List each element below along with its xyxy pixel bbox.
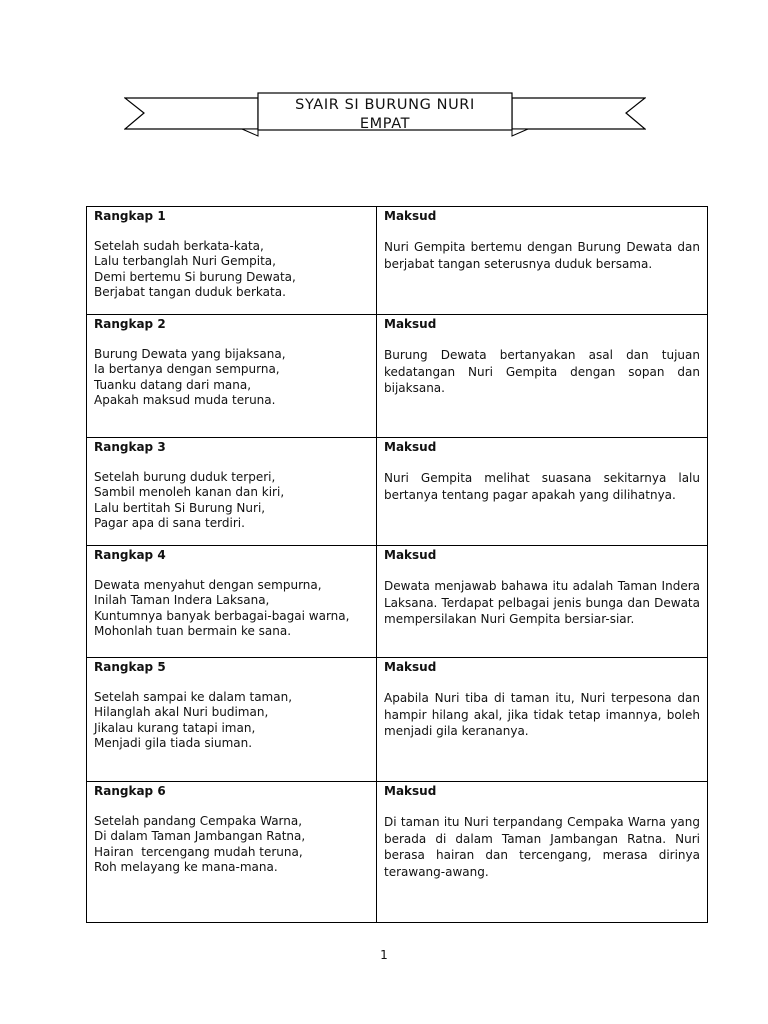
stanza-heading: Rangkap 3 (94, 440, 166, 454)
stanza-row-3 (87, 438, 708, 546)
maksud-text: Nuri Gempita bertemu dengan Burung Dewata dan berjabat tangan seterusnya duduk bersama. (384, 240, 700, 271)
title-line-1: SYAIR SI BURUNG NURI (295, 97, 475, 113)
verse-line: Setelah burung duduk terperi, (94, 470, 276, 484)
verse-cell (87, 546, 377, 658)
maksud-text: Apabila Nuri tiba di taman itu, Nuri terpesona dan hampir hilang akal, jika tidak tetap imannya, boleh menjadi gila kerananya. (384, 691, 700, 739)
verse-cell (87, 438, 377, 546)
maksud-heading: Maksud (384, 317, 437, 331)
verse-line: Sambil menoleh kanan dan kiri, (94, 485, 285, 500)
verse-cell (87, 207, 377, 315)
stanza-heading: Rangkap 2 (94, 317, 166, 331)
maksud-text: Nuri Gempita melihat suasana sekitarnya lalu bertanya tentang pagar apakah yang dilihatnya. (384, 471, 700, 502)
verse-line: Kuntumnya banyak berbagai-bagai warna, (94, 608, 350, 623)
stanza-heading: Rangkap 4 (94, 548, 166, 562)
stanza-row-6 (87, 782, 708, 923)
maksud-cell (377, 438, 708, 546)
maksud-heading: Maksud (384, 784, 437, 798)
page-title (258, 96, 512, 134)
stanza-row-4 (87, 546, 708, 658)
verse-line: Ia bertanya dengan sempurna, (94, 362, 280, 377)
verse-line: Dewata menyahut dengan sempurna, (94, 578, 322, 592)
verse-line: Setelah sampai ke dalam taman, (94, 690, 293, 704)
maksud-text: Dewata menjawab bahawa itu adalah Taman Indera Laksana. Terdapat pelbagai jenis bunga dan Dewata mempersilakan Nuri Gempita bersiar-siar. (384, 579, 700, 627)
stanza-heading: Rangkap 1 (94, 209, 166, 223)
maksud-heading: Maksud (384, 209, 437, 223)
maksud-cell (377, 546, 708, 658)
verse-line: Di dalam Taman Jambangan Ratna, (94, 829, 306, 844)
verse-line: Apakah maksud muda teruna. (94, 393, 276, 408)
verse-line: Mohonlah tuan bermain ke sana. (94, 624, 292, 639)
verse-line: Roh melayang ke mana-mana. (94, 860, 278, 875)
title-line-2: EMPAT (359, 116, 411, 132)
maksud-cell (377, 658, 708, 782)
stanza-row-1 (87, 207, 708, 315)
verse-line: Jikalau kurang tatapi iman, (94, 720, 256, 735)
page-number: 1 (380, 948, 388, 962)
maksud-cell (377, 315, 708, 438)
verse-line: Inilah Taman Indera Laksana, (94, 593, 270, 608)
stanza-row-2 (87, 315, 708, 438)
verse-line: Hairan tercengang mudah teruna, (94, 844, 303, 859)
verse-line: Setelah pandang Cempaka Warna, (94, 814, 303, 828)
syair-table (86, 206, 708, 923)
maksud-heading: Maksud (384, 660, 437, 674)
verse-line: Burung Dewata yang bijaksana, (94, 347, 286, 361)
verse-line: Demi bertemu Si burung Dewata, (94, 269, 296, 284)
verse-line: Lalu bertitah Si Burung Nuri, (94, 500, 266, 515)
verse-line: Tuanku datang dari mana, (94, 377, 252, 392)
verse-line: Pagar apa di sana terdiri. (94, 516, 245, 531)
maksud-cell (377, 782, 708, 923)
maksud-heading: Maksud (384, 440, 437, 454)
maksud-heading: Maksud (384, 548, 437, 562)
verse-cell (87, 658, 377, 782)
title-banner (124, 92, 646, 138)
stanza-heading: Rangkap 6 (94, 784, 166, 798)
verse-line: Berjabat tangan duduk berkata. (94, 285, 286, 300)
verse-line: Lalu terbanglah Nuri Gempita, (94, 254, 276, 269)
stanza-row-5 (87, 658, 708, 782)
verse-cell (87, 315, 377, 438)
maksud-text: Di taman itu Nuri terpandang Cempaka Warna yang berada di dalam Taman Jambangan Ratna. Nuri berasa hairan dan tercengang, merasa dirinya terawang-awang. (384, 815, 700, 879)
verse-cell (87, 782, 377, 923)
verse-line: Hilanglah akal Nuri budiman, (94, 705, 269, 720)
verse-line: Setelah sudah berkata-kata, (94, 239, 264, 253)
maksud-cell (377, 207, 708, 315)
verse-line: Menjadi gila tiada siuman. (94, 736, 253, 751)
maksud-text: Burung Dewata bertanyakan asal dan tujuan kedatangan Nuri Gempita dengan sopan dan bijaksana. (384, 348, 700, 396)
stanza-heading: Rangkap 5 (94, 660, 166, 674)
